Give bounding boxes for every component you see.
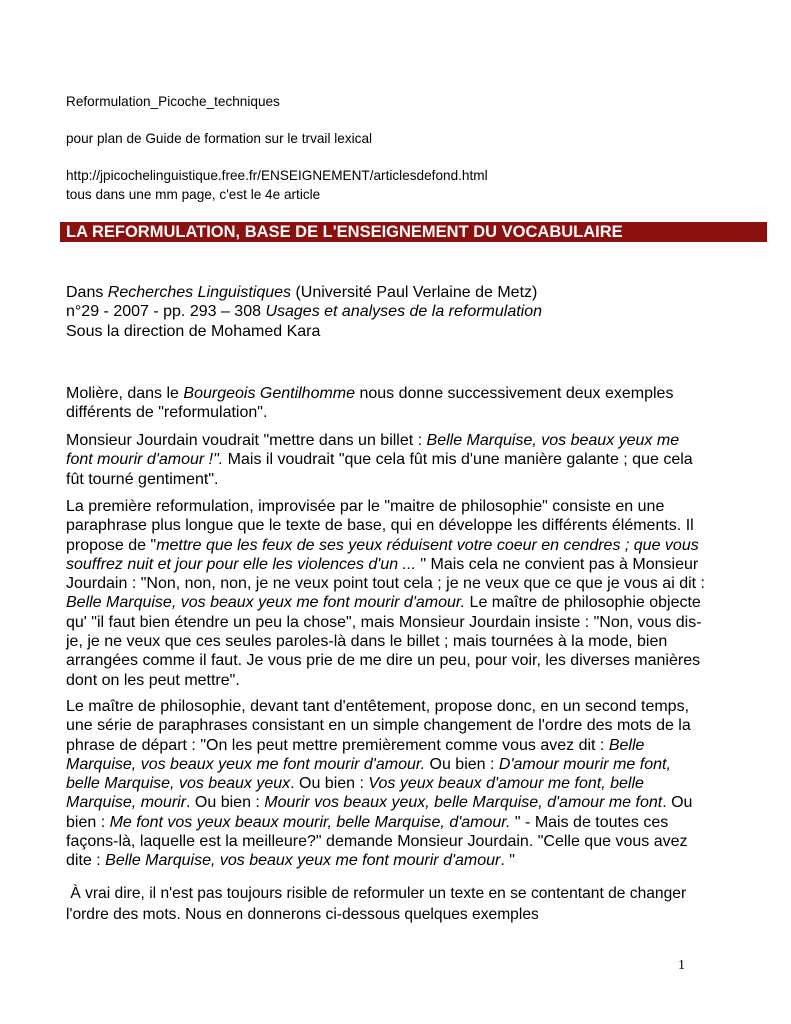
quote-italic: Me font vos yeux beaux mourir, belle Marquise, d'amour. [109,813,511,831]
source-line-1 [66,283,746,302]
quote-italic: souffrez nuit et jour pour elle les violences d'un ... [66,555,416,573]
quote-italic: font mourir d'amour !". [66,451,224,469]
p3-line-4 [66,555,746,574]
p3-line-3 [66,536,746,555]
p4-line-8: façons-là, laquelle est la meilleure?" demande Monsieur Jourdain. "Celle que vous avez [66,833,688,851]
quote-italic: mettre que les feux de ses yeux réduisent votre coeur en cendres ; que vous [156,536,699,554]
issue-title: Usages et analyses de la reformulation [265,303,543,321]
p2-line-3: fût tourné gentiment". [66,470,219,488]
quote-italic: Belle [608,736,645,754]
text-run: phrase de départ : "On les peut mettre premièrement comme vous avez dit : [66,736,609,754]
p4-line-7 [66,813,746,832]
text-run: " Mais cela ne convient pas à Monsieur [415,555,699,573]
play-title: Bourgeois Gentilhomme [183,385,356,402]
plan-note: pour plan de Guide de formation sur le trvail lexical [66,131,373,146]
quote-italic: D'amour mourir me font, [498,755,671,773]
p3-line-9: arrangées comme il faut. Je vous prie de me dire un peu, pour voir, les diverses manières [66,652,701,670]
text-run: bien : [66,813,110,831]
paragraph-5 [66,883,746,925]
p4-line-6 [66,793,746,812]
p1-line-1 [66,384,746,403]
p4-line-9 [66,851,746,870]
text-run: . Ou bien : [290,775,369,793]
p4-line-3 [66,736,746,755]
quote-italic: Belle Marquise, vos beaux yeux me font mourir d'amour. [66,594,466,612]
source-reference [66,283,746,341]
article-title-banner: LA REFORMULATION, BASE DE L'ENSEIGNEMENT DU VOCABULAIRE [60,222,767,242]
paragraph-1 [66,384,746,423]
p4-line-1: Le maître de philosophie, devant tant d'entêtement, propose donc, en un second temps, [66,698,690,715]
p3-line-10: dont on les peut mettre". [66,671,240,689]
paragraph-4 [66,697,746,871]
quote-italic: Belle Marquise, vos beaux yeux me font mourir d'amour [105,852,501,870]
paragraph-3 [66,497,746,690]
p3-line-2: paraphrase plus longue que le texte de base, qui en développe les différents éléments. Il [66,517,694,535]
article-note: tous dans une mm page, c'est le 4e article [66,187,321,202]
p3-line-8: je, je ne veux que ces seules paroles-là dans le billet ; mais tournées à la mode, bien [66,633,668,651]
text-run: nous donne successivement deux exemples [355,385,674,402]
p3-line-7: qu' "il faut bien étendre un peu la chose", mais Monsieur Jourdain insiste : "Non, vous dis- [66,613,702,631]
p5-line-1: À vrai dire, il n'est pas toujours risible de reformuler un texte en se contentant de changer [66,885,687,902]
p4-line-2: une série de paraphrases consistant en un simple changement de l'ordre des mots de la [66,717,691,735]
quote-italic: Marquise, vos beaux yeux me font mourir d'amour. [66,755,426,773]
quote-italic: Vos yeux beaux d'amour me font, belle [368,775,644,793]
quote-italic: Mourir vos beaux yeux, belle Marquise, d'amour me font [264,794,663,812]
p3-line-5: Jourdain : "Non, non, non, je ne veux point tout cela ; je ne veux que ce que je vous ai dit : [66,575,705,593]
quote-italic: Belle Marquise, vos beaux yeux me [426,432,680,449]
p1-line-2: différents de "reformulation". [66,404,268,422]
source-url: http://jpicochelinguistique.free.fr/ENSEIGNEMENT/articlesdefond.html [66,168,488,183]
p2-line-1 [66,431,746,450]
p4-line-4 [66,755,746,774]
text-run: dite : [66,852,106,870]
text-run: " - Mais de toutes ces [510,813,669,831]
text-run: . Ou bien : [186,794,265,812]
document-title-note: Reformulation_Picoche_techniques [66,94,280,109]
p3-line-1: La première reformulation, improvisée par le "maitre de philosophie" consiste en une [66,498,665,515]
quote-italic: Marquise, mourir [66,794,187,812]
text-run: . " [500,852,515,870]
text-run: propose de " [66,536,157,554]
p2-line-2 [66,450,746,469]
text-run: Ou bien : [425,755,499,773]
source-publisher: (Université Paul Verlaine de Metz) [291,284,538,301]
source-prefix: Dans [66,284,108,301]
text-run: Mais il voudrait "que cela fût mis d'une manière galante ; que cela [223,451,693,469]
p5-line-2: l'ordre des mots. Nous en donnerons ci-dessous quelques exemples [66,906,539,923]
quote-italic: belle Marquise, vos beaux yeux [66,775,291,793]
issue-pages: n°29 - 2007 - pp. 293 – 308 [66,303,266,321]
journal-name: Recherches Linguistiques [107,284,292,301]
page-number: 1 [678,958,685,973]
text-run: Monsieur Jourdain voudrait "mettre dans un billet : [66,432,427,449]
text-run: Le maître de philosophie objecte [465,594,701,612]
source-line-3: Sous la direction de Mohamed Kara [66,322,321,340]
source-line-2 [66,302,746,321]
text-run: Molière, dans le [66,385,184,402]
p4-line-5 [66,774,746,793]
paragraph-2 [66,431,746,489]
text-run: . Ou [662,794,693,812]
p3-line-6 [66,593,746,612]
